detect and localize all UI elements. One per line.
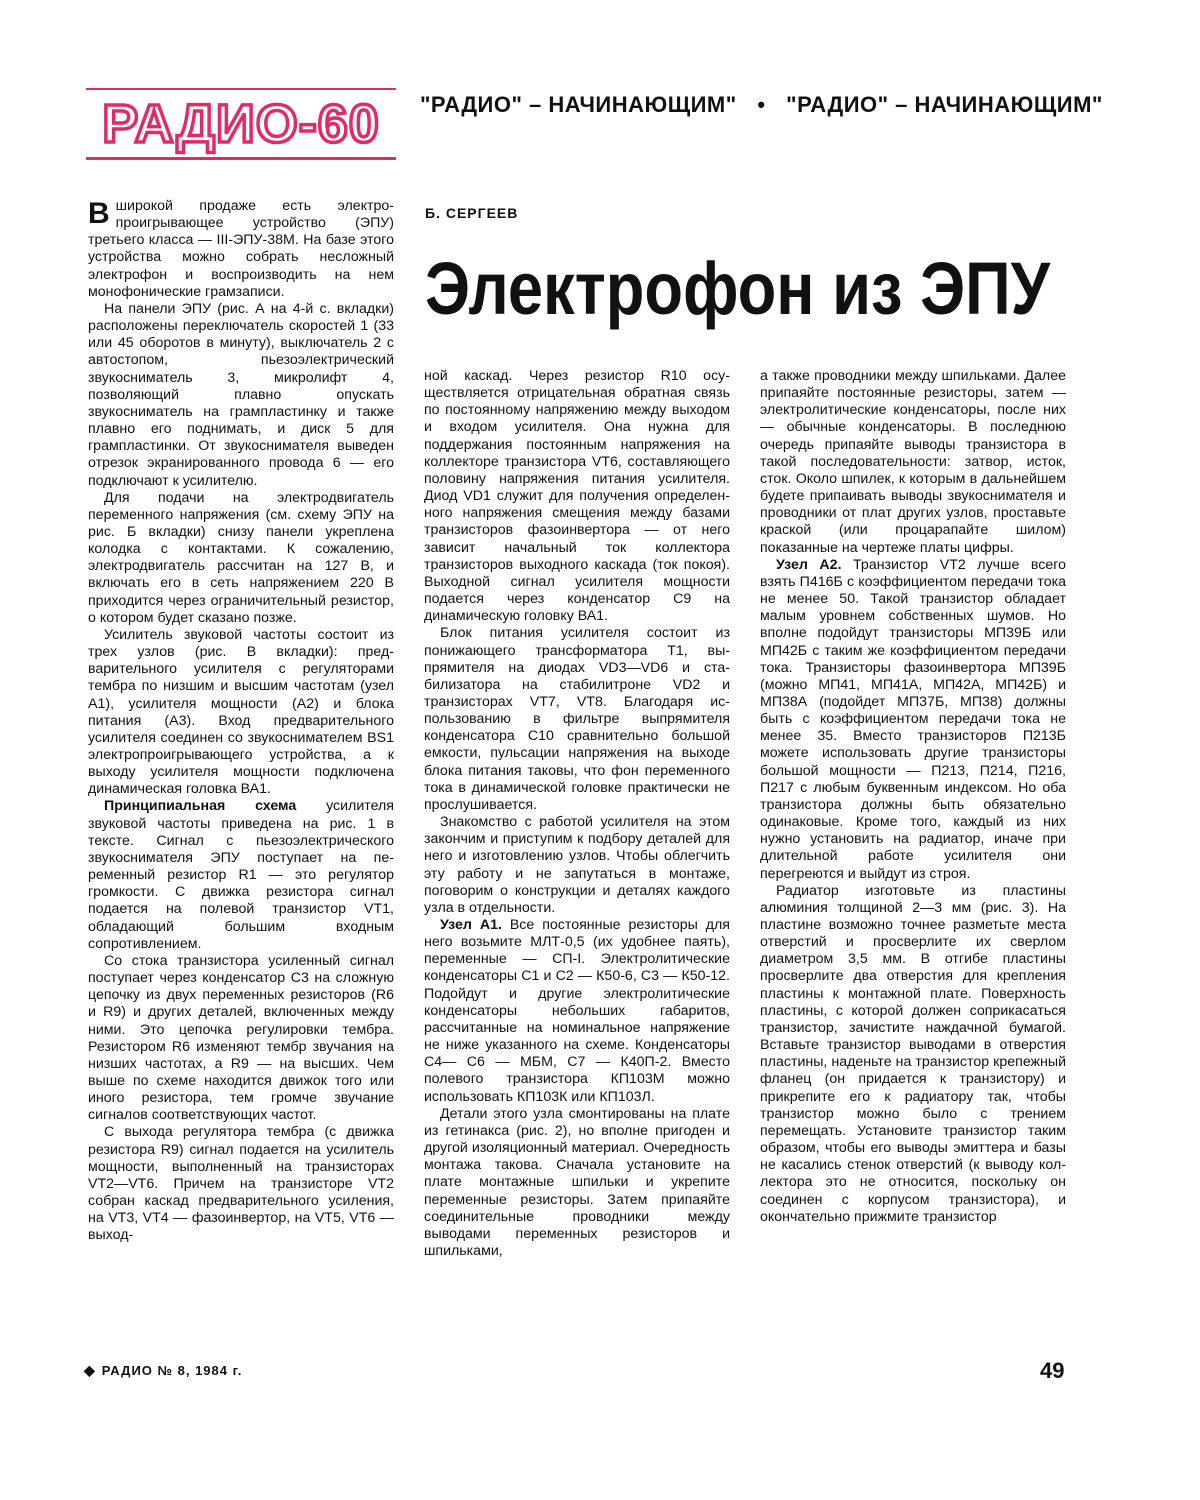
article-title-text: Электрофон из ЭПУ	[425, 247, 1051, 330]
section-banner	[420, 92, 1103, 118]
paragraph-text: Транзистор VT2 лучше всего взять П416Б с коэффициентом передачи тока не менее 50. Такой транзистор обладает малым уровнем собственных шумов. Но вполне подойдут транзисторы МП39Б или МП42Б с таким же коэффициентом передачи тока. Транзисторы фазоинвертора МП39Б (можно МП41, МП41А, МП42А, МП42Б) и МП38А (подойдет МП37Б, МП38) должны быть с коэффициентом передачи тока не менее 35. Вместо транзисторов П213Б можете использовать другие транзисторы большой мощности — П213, П214, П216, П217 с любым буквенным индексом. Но оба транзистора должны быть обязательно одинаковые. Кроме того, каждый из них нужно установить на радиатор, иначе при длительной работе усилителя они перегреются и выйдут из строя.	[760, 556, 1066, 882]
text-column-2	[424, 368, 730, 1260]
paragraph: Знакомство с работой усилителя на этом закончим и приступим к подбору деталей для него и изготовлению узлов. Чтобы облегчить эту работу и не запутаться в монтаже, поговорим о конструкции и деталях каждого узла в отдельности.	[424, 814, 730, 916]
drop-cap: В	[88, 197, 110, 230]
paragraph	[760, 557, 1066, 883]
paragraph: Блок питания усилителя состоит из понижающего трансформатора Т1, выпрямителя на диодах VD3—VD6 и стабилизатора на стабилитроне VD2 и транзисторах VT7, VT8. Благодаря использованию в фильтре выпрямителя конденсатора С10 сравнительно большой емкости, пульсации напряжения на выходе блока питания таковы, что фон переменного тока в динамической головке практически не прослушивается.	[424, 625, 730, 813]
paragraph	[88, 798, 394, 952]
text-column-3	[760, 368, 1066, 1226]
article-author: Б. СЕРГЕЕВ	[425, 205, 519, 221]
paragraph: На панели ЭПУ (рис. А на 4-й с. вкладки) расположены переключатель скоростей 1 (33 или 45 оборотов в минуту), выключатель 2 с автостопом, пьезоэлектрический звукосниматель 3, микролифт 4, позволяющий плавно опускать звукосниматель на грампластинку и также плавно его поднимать, и диск 5 для грампластинки. От звукоснимателя выведен отрезок экранированного провода 6 — его подключают к усилителю.	[88, 300, 394, 489]
subheading: Узел А2.	[776, 556, 842, 573]
diamond-icon: ◆	[84, 1362, 96, 1378]
issue-label: РАДИО № 8, 1984 г.	[101, 1363, 243, 1378]
paragraph: С выхода регулятора тембра (с движка резистора R9) сигнал подается на усилитель мощности, выполненный на транзисторах VT2—VT6. Причем на транзисторе VT2 собран каскад предварительного усиления, на VT3, VT4 — фазоинвертор, на VT5, VT6 — выход-	[88, 1124, 394, 1244]
paragraph-text: усилителя звуковой частоты приведена на рис. 1 в тексте. Сигнал с пьезоэлектрического звукоснимателя ЭПУ поступает на переменный резистор R1 — это регулятор громкости. С движка резистора сигнал подается на полевой транзистор VT1, обладающий большим входным сопротивлением.	[88, 798, 394, 952]
paragraph	[88, 198, 394, 301]
subheading: Узел А1.	[440, 917, 502, 933]
footer-issue	[84, 1362, 242, 1379]
paragraph-text: Все постоянные резисторы для него возьмите МЛТ-0,5 (их удобнее паять), переменные — СП-I. Электролитические конденсаторы С1 и С2 — К50-6, С3 — К50-12. Подойдут и другие электролитические конденсаторы небольших габаритов, рассчитанные на номинальное напряжение не ниже указанного на схеме. Конденсаторы С4— С6 — МБМ, С7 — К40П-2. Вместо полевого транзистора КП103М можно использовать КП103К или КП103Л.	[424, 917, 730, 1105]
radio-60-logo	[86, 90, 396, 156]
logo-text: РАДИО-60	[102, 94, 380, 154]
banner-part-1: "РАДИО" – НАЧИНАЮЩИМ"	[420, 92, 737, 117]
paragraph: Усилитель звуковой частоты состоит из трех узлов (рис. В вкладки): предварительного усилителя с регуляторами тембра по низшим и высшим частотам (узел А1), усилителя мощности (А2) и блока питания (А3). Вход предварительного усилителя соединен со звукоснимателем BS1 электропроигрывающего устройства, а к выходу усилителя мощности подключена динамическая головка ВА1.	[88, 626, 394, 798]
subheading: Принципиальная схема	[104, 798, 297, 815]
banner-bullet: •	[757, 92, 766, 117]
paragraph-text: широкой продаже есть электропроигрывающее устройство (ЭПУ) третьего класса — III-ЭПУ-38М. На базе этого устройства можно собрать несложный электрофон и воспроизводить на нем монофонические грамзаписи.	[88, 198, 394, 300]
article-title	[425, 240, 1065, 330]
paragraph: ной каскад. Через резистор R10 осуществляется отрицательная обратная связь по постоянному напряжению между выходом и входом усилителя. Она нужна для поддержания постоянным напряжения на коллекторе транзистора VT6, составляющего половину напряжения питания усилителя. Диод VD1 служит для получения определенного напряжения смещения между базами транзисторов фазоинвертора — от него зависит начальный ток коллектора транзисторов выходного каскада (ток покоя). Выходной сигнал усилителя мощности подается через конденсатор С9 на динамическую головку ВА1.	[424, 368, 730, 625]
paragraph: Детали этого узла смонтированы на плате из гетинакса (рис. 2), но вполне пригоден и другой изоляционный материал. Очередность монтажа такова. Сначала установите на плате монтажные шпильки и укрепите переменные резисторы. Затем припаяйте соединительные проводники между выводами переменных резисторов и шпильками,	[424, 1105, 730, 1259]
paragraph: Со стока транзистора усиленный сигнал поступает через конденсатор С3 на сложную цепочку из двух переменных резисторов (R6 и R9) и других деталей, включенных между ними. Это цепочка регулировки тембра. Резистором R6 изменяют тембр звучания на низших частотах, а R9 — на высших. Чем выше по схеме находится движок того или иного резистора, тем громче звучание сигналов соответствующих частот.	[88, 952, 394, 1124]
text-column-1	[88, 198, 394, 1245]
page-number: 49	[1040, 1358, 1065, 1383]
logo-bottom-rule	[86, 157, 396, 160]
banner-part-2: "РАДИО" – НАЧИНАЮЩИМ"	[786, 92, 1103, 117]
paragraph: Радиатор изготовьте из пластины алюминия толщиной 2—3 мм (рис. 3). На пластине возможно точнее разметьте места отверстий и просверлите их сверлом диаметром 3,5 мм. В отгибе пластины просверлите два отверстия для крепления пластины к монтажной плате. Поверхность пластины, с которой должен соприкасаться транзистор, зачистите наждачной бумагой. Вставьте транзистор выводами в отверстия пластины, наденьте на транзистор крепежный фланец (он придается к транзистору) и прикрепите его к радиатору так, чтобы транзистор можно было с трением перемещать. Установите транзистор таким образом, чтобы его выводы эмиттера и базы не касались стенок отверстий (к выводу коллектора это не относится, поскольку он соединен с корпусом транзистора), и окончательно прижмите транзистор	[760, 882, 1066, 1225]
paragraph: а также проводники между шпильками. Далее припаяйте постоянные резисторы, затем — электролитические конденсаторы, после них — обычные конденсаторы. В последнюю очередь припаяйте выводы транзистора в такой последовательности: затвор, исток, сток. Около шпилек, к которым в дальнейшем будете припаивать выводы звукоснимателя и проводники от плат других узлов, проставьте краской (или процарапайте шилом) показанные на чертеже платы цифры.	[760, 368, 1066, 556]
paragraph	[424, 917, 730, 1106]
paragraph: Для подачи на электродвигатель переменного напряжения (см. схему ЭПУ на рис. Б вкладки) снизу панели укреплена колодка с контактами. К сожалению, электродвигатель рассчитан на 127 В, и включать его в сеть напряжением 220 В приходится через ограничительный резистор, о котором будет сказано позже.	[88, 489, 394, 626]
